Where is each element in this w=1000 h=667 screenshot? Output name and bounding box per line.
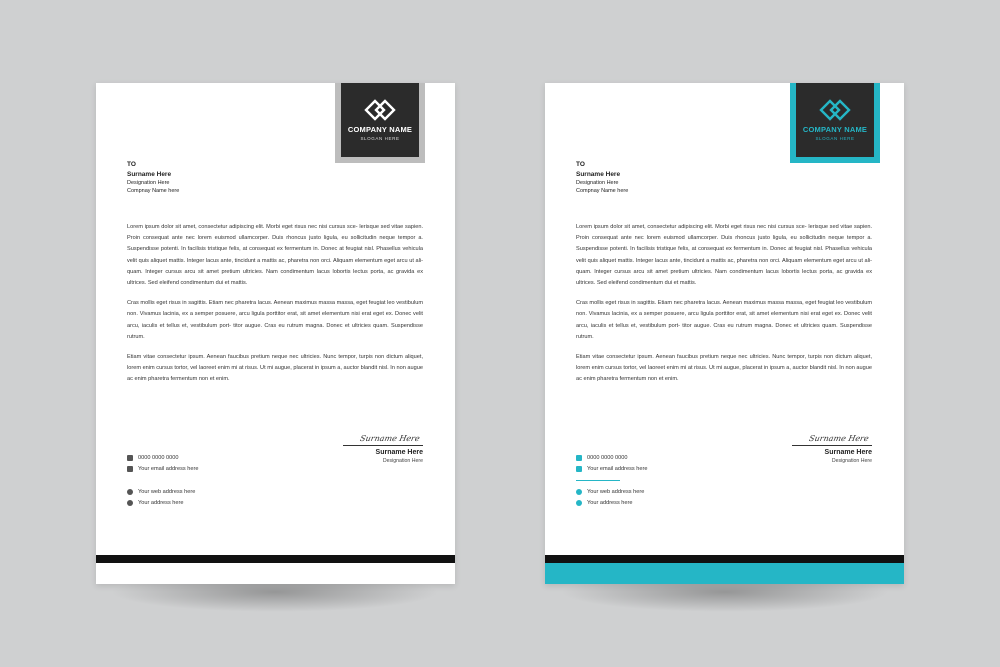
slogan: SLOGAN HERE bbox=[360, 136, 400, 141]
letterhead-left bbox=[96, 83, 455, 584]
body-paragraph-3: Etiam vitae consectetur ipsum. Aenean faucibus pretium neque nec ultricies. Nunc tempor, turpis non dictum aliquet, lorem enim cursus tortor, vel laoreet enim mi at risus. Ut mi augue, placerat in ipsum a, auctor blandit nisl. In non augue ac enim pharetra fermentum non et enim. bbox=[127, 354, 423, 383]
to-label: TO bbox=[127, 161, 136, 168]
phone-icon bbox=[576, 455, 582, 461]
contact-address-text: Your address here bbox=[587, 499, 633, 506]
letter-body bbox=[576, 222, 872, 395]
contact-phone-text: 0000 0000 0000 bbox=[138, 454, 179, 461]
slogan: SLOGAN HERE bbox=[815, 136, 855, 141]
body-paragraph-2: Cras mollis eget risus in sagittis. Etiam nec pharetra lacus. Aenean maximus massa massa, eget feugiat leo vestibulum non. Vivamus lacinia, ex a semper posuere, arcu ligula porttitor erat, sit amet elementum nisi erat eget ex. Donec velit arcu, iaculis et tellus et, vestibulum port- titor augue. Cras eu rutrum magna. Donec et ultricies quam. Suspendisse rutrum. bbox=[576, 300, 872, 340]
signature-block bbox=[762, 432, 872, 464]
diamond-logo-icon bbox=[818, 99, 852, 121]
company-name: COMPANY NAME bbox=[347, 125, 413, 134]
contact-email bbox=[576, 463, 647, 474]
signature-script-text: Surname Here bbox=[359, 433, 421, 443]
contact-phone bbox=[127, 452, 198, 463]
signature-designation: Designation Here bbox=[831, 458, 872, 464]
signature-script-text: Surname Here bbox=[808, 433, 870, 443]
logo-block bbox=[790, 83, 880, 163]
logo-box bbox=[796, 83, 874, 157]
letterhead-right bbox=[545, 83, 904, 584]
location-icon bbox=[127, 500, 133, 506]
phone-icon bbox=[127, 455, 133, 461]
recipient-block bbox=[127, 161, 179, 196]
logo-box bbox=[341, 83, 419, 157]
signature-line bbox=[343, 445, 423, 446]
contact-phone-text: 0000 0000 0000 bbox=[587, 454, 628, 461]
contact-address-text: Your address here bbox=[138, 499, 184, 506]
recipient-designation: Designation Here bbox=[576, 180, 619, 186]
signature-script bbox=[343, 432, 423, 444]
contact-web bbox=[576, 486, 647, 497]
contact-address bbox=[576, 497, 647, 508]
diamond-logo-icon bbox=[363, 99, 397, 121]
signature-script bbox=[792, 432, 872, 444]
contact-list bbox=[576, 452, 647, 508]
contact-email-text: Your email address here bbox=[138, 465, 199, 472]
contact-list bbox=[127, 452, 198, 508]
company-name: COMPANY NAME bbox=[802, 125, 868, 134]
email-icon bbox=[127, 466, 133, 472]
recipient-company: Compnay Name here bbox=[127, 188, 180, 194]
email-icon bbox=[576, 466, 582, 472]
contact-email-text: Your email address here bbox=[587, 465, 648, 472]
contact-gap bbox=[127, 474, 198, 486]
signature-name: Surname Here bbox=[824, 449, 872, 456]
recipient-surname: Surname Here bbox=[576, 171, 621, 178]
signature-block bbox=[313, 432, 423, 464]
body-paragraph-3: Etiam vitae consectetur ipsum. Aenean faucibus pretium neque nec ultricies. Nunc tempor, turpis non dictum aliquet, lorem enim cursus tortor, vel laoreet enim mi at risus. Ut mi augue, placerat in ipsum a, auctor blandit nisl. In non augue ac enim pharetra fermentum non et enim. bbox=[576, 354, 872, 383]
footer-teal-band bbox=[545, 563, 904, 584]
recipient-designation: Designation Here bbox=[127, 180, 170, 186]
signature-name: Surname Here bbox=[375, 449, 423, 456]
body-paragraph-2: Cras mollis eget risus in sagittis. Etiam nec pharetra lacus. Aenean maximus massa massa, eget feugiat leo vestibulum non. Vivamus lacinia, ex a semper posuere, arcu ligula porttitor erat, sit amet elementum nisi erat eget ex. Donec velit arcu, iaculis et tellus et, vestibulum port- titor augue. Cras eu rutrum magna. Donec et ultricies quam. Suspendisse rutrum. bbox=[127, 300, 423, 340]
web-icon bbox=[576, 489, 582, 495]
logo-block bbox=[335, 83, 425, 163]
recipient-surname: Surname Here bbox=[127, 171, 172, 178]
contact-gap bbox=[576, 474, 647, 486]
recipient-block bbox=[576, 161, 628, 196]
contact-phone bbox=[576, 452, 647, 463]
signature-designation: Designation Here bbox=[382, 458, 423, 464]
contact-email bbox=[127, 463, 198, 474]
signature-line bbox=[792, 445, 872, 446]
web-icon bbox=[127, 489, 133, 495]
recipient-company: Compnay Name here bbox=[576, 188, 629, 194]
letter-body bbox=[127, 222, 423, 395]
location-icon bbox=[576, 500, 582, 506]
contact-address bbox=[127, 497, 198, 508]
contact-divider bbox=[576, 480, 620, 481]
body-paragraph-1: Lorem ipsum dolor sit amet, consectetur adipiscing elit. Morbi eget risus nec nisi cursus sce- lerisque sed vitae sapien. Proin consequat ante nec lorem euismod ullamcorper. Duis rhoncus justo ligula, eu sollicitudin neque tempor a. Suspendisse potenti. In facilisis tristique felis, at consequat ex fermentum in. Donec at feugiat nisl. Phasellus vehicula velit quis aliquet mattis. Integer lacus ante, tincidunt a mattis ac, pharetra non orci. Aliquam elementum eget arcu ut ali- quam. Integer cursus arcu sit amet pretium ultricies. Nam condimentum lacus lobortis lectus porta, ac gravida ex ultrices. Sed eleifend condimentum dui et mattis. bbox=[576, 224, 872, 287]
contact-web-text: Your web address here bbox=[587, 488, 645, 495]
body-paragraph-1: Lorem ipsum dolor sit amet, consectetur adipiscing elit. Morbi eget risus nec nisi cursus sce- lerisque sed vitae sapien. Proin consequat ante nec lorem euismod ullamcorper. Duis rhoncus justo ligula, eu sollicitudin neque tempor a. Suspendisse potenti. In facilisis tristique felis, at consequat ex fermentum in. Donec at feugiat nisl. Phasellus vehicula velit quis aliquet mattis. Integer lacus ante, tincidunt a mattis ac, pharetra non orci. Aliquam elementum eget arcu ut ali- quam. Integer cursus arcu sit amet pretium ultricies. Nam condimentum lacus lobortis lectus porta, ac gravida ex ultrices. Sed eleifend condimentum dui et mattis. bbox=[127, 224, 423, 287]
footer-black-bar bbox=[545, 555, 904, 563]
to-label: TO bbox=[576, 161, 585, 168]
footer-gray-band bbox=[96, 563, 455, 584]
footer-black-bar bbox=[96, 555, 455, 563]
contact-web bbox=[127, 486, 198, 497]
contact-web-text: Your web address here bbox=[138, 488, 196, 495]
